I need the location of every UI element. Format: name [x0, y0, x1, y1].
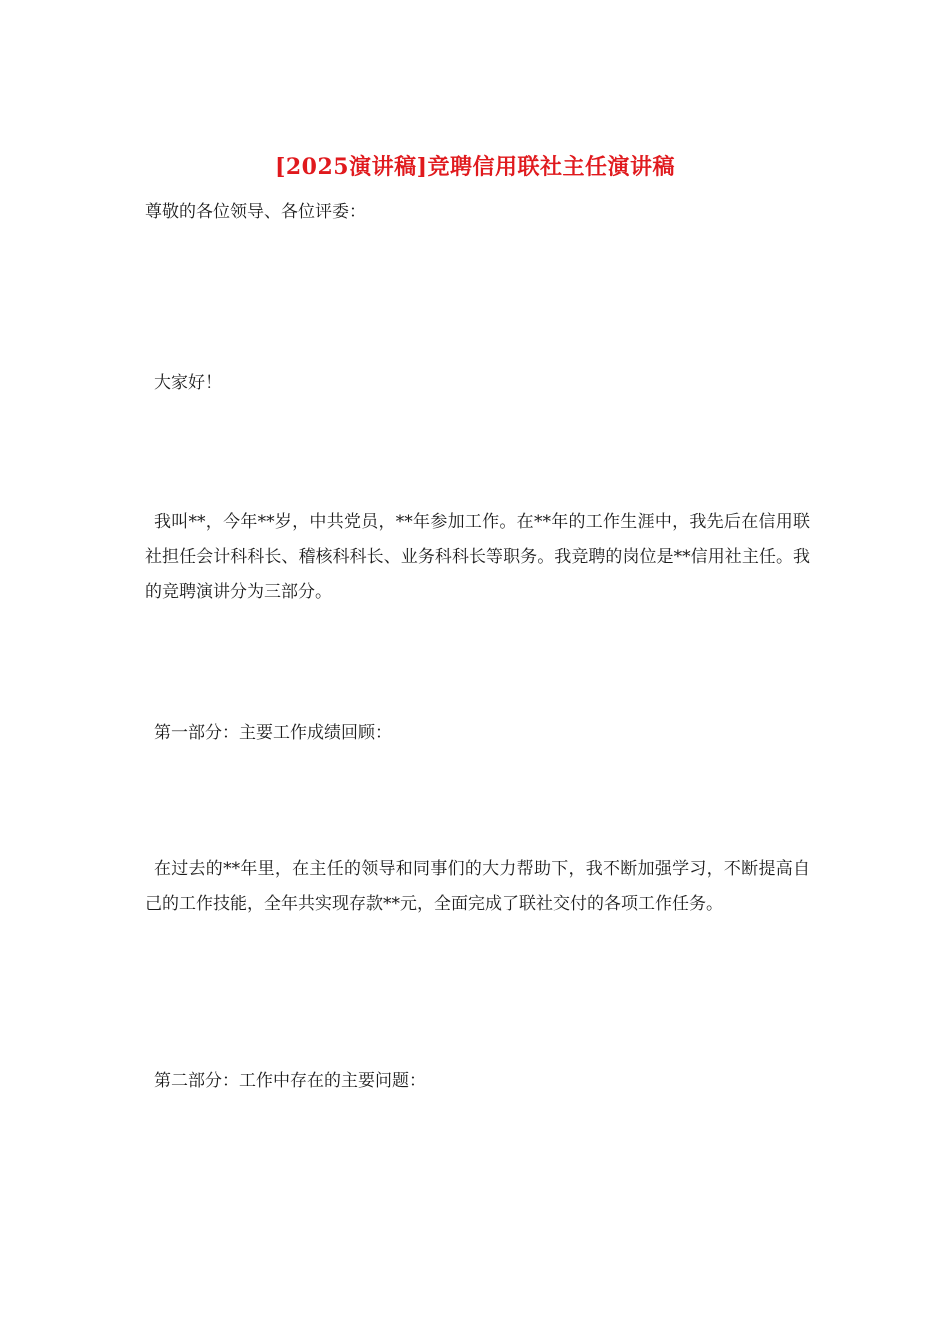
- document-title: [2025演讲稿]竞聘信用联社主任演讲稿: [274, 154, 676, 180]
- part1-heading: 第一部分：主要工作成绩回顾：: [154, 723, 392, 743]
- intro-paragraph: 我叫**，今年**岁，中共党员，**年参加工作。在**年的工作生涯中，我先后在信用联社担任会计科科长、稽核科科长、业务科科长等职务。我竞聘的岗位是**信用社主任。我的竞聘演讲分为三部分。: [145, 512, 810, 602]
- review-paragraph: 在过去的**年里，在主任的领导和同事们的大力帮助下，我不断加强学习，不断提高自己的工作技能，全年共实现存款**元，全面完成了联社交付的各项工作任务。: [145, 859, 810, 914]
- salutation-paragraph: 尊敬的各位领导、各位评委：: [145, 202, 366, 222]
- greeting-paragraph: 大家好！: [154, 373, 222, 393]
- part2-heading: 第二部分：工作中存在的主要问题：: [154, 1071, 426, 1091]
